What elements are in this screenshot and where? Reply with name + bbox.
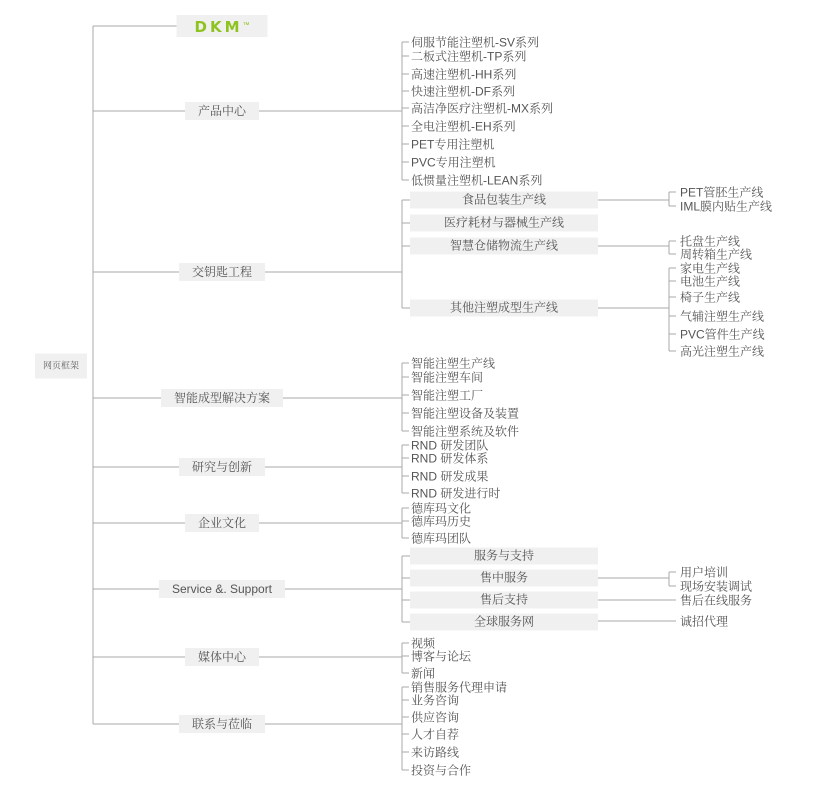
node-service-support[interactable]: 服务与支持 xyxy=(410,548,598,565)
tree-node[interactable]: IML膜内贴生产线 xyxy=(680,199,773,214)
tree-node[interactable]: PVC专用注塑机 xyxy=(411,155,496,170)
node-media[interactable]: 媒体中心 xyxy=(185,648,259,666)
tree-node[interactable]: 周转箱生产线 xyxy=(680,247,753,262)
tree-node[interactable]: 供应咨询 xyxy=(411,710,460,725)
node-global-network[interactable]: 全球服务网 xyxy=(410,614,598,631)
tree-node[interactable]: 人才自荐 xyxy=(411,727,460,742)
tree-node[interactable]: 托盘生产线 xyxy=(680,234,741,249)
tree-node[interactable]: 快速注塑机-DF系列 xyxy=(411,84,515,99)
tree-node[interactable]: PET管胚生产线 xyxy=(680,185,764,200)
tree-node[interactable]: 博客与论坛 xyxy=(411,649,472,664)
node-rnd[interactable]: 研究与创新 xyxy=(179,458,265,476)
node-warehouse[interactable]: 智慧仓储物流生产线 xyxy=(410,238,598,255)
tree-node[interactable]: RND 研发团队 xyxy=(411,438,489,453)
tree-node[interactable]: RND 研发成果 xyxy=(411,469,489,484)
tree-node[interactable]: 二板式注塑机-TP系列 xyxy=(411,49,527,64)
tree-node[interactable]: 智能注塑工厂 xyxy=(411,388,484,403)
tree-node[interactable]: 德库玛文化 xyxy=(411,501,472,516)
tree-node[interactable]: 业务咨询 xyxy=(411,693,460,708)
tree-node[interactable]: 诚招代理 xyxy=(680,614,729,629)
tree-node[interactable]: 售后在线服务 xyxy=(680,593,753,608)
node-logo-dkm[interactable] xyxy=(176,15,267,37)
tree-node[interactable]: 高速注塑机-HH系列 xyxy=(411,67,517,82)
tree-node[interactable]: 德库玛历史 xyxy=(411,514,472,529)
tree-node[interactable]: 智能注塑车间 xyxy=(411,370,484,385)
node-culture[interactable]: 企业文化 xyxy=(185,514,259,532)
tree-node[interactable]: 新闻 xyxy=(411,666,436,681)
tree-node[interactable]: 伺服节能注塑机-SV系列 xyxy=(411,35,540,50)
tree-node[interactable]: 投资与合作 xyxy=(411,763,472,778)
tree-node[interactable]: 用户培训 xyxy=(680,565,729,580)
tree-node[interactable]: 智能注塑生产线 xyxy=(411,356,496,371)
tree-node[interactable]: 销售服务代理申请 xyxy=(411,680,508,695)
tree-node[interactable]: 来访路线 xyxy=(411,745,460,760)
node-after-sale[interactable]: 售后支持 xyxy=(410,592,598,609)
node-turnkey[interactable]: 交钥匙工程 xyxy=(179,263,265,281)
dkm-logo-text: DKM xyxy=(194,18,243,36)
tree-node[interactable]: 智能注塑设备及装置 xyxy=(411,406,520,421)
tree-node[interactable]: 椅子生产线 xyxy=(680,290,741,305)
tree-node[interactable]: PVC管件生产线 xyxy=(680,327,765,342)
tree-node[interactable]: RND 研发进行时 xyxy=(411,486,501,501)
tree-node[interactable]: 家电生产线 xyxy=(680,261,741,276)
tree-node[interactable]: 低惯量注塑机-LEAN系列 xyxy=(411,173,543,188)
node-medical[interactable]: 医疗耗材与器械生产线 xyxy=(410,215,598,232)
node-in-sale[interactable]: 售中服务 xyxy=(410,570,598,587)
node-root[interactable]: 网页框架 xyxy=(35,354,87,379)
tree-node[interactable]: 气辅注塑生产线 xyxy=(680,309,765,324)
node-service[interactable]: Service &. Support xyxy=(159,580,285,598)
node-products[interactable]: 产品中心 xyxy=(185,102,259,120)
tree-node[interactable]: 视频 xyxy=(411,636,436,651)
node-food-packaging[interactable]: 食品包装生产线 xyxy=(410,192,598,209)
tree-node[interactable]: 高洁净医疗注塑机-MX系列 xyxy=(411,101,553,116)
tree-node[interactable]: 电池生产线 xyxy=(680,274,741,289)
tree-node[interactable]: 全电注塑机-EH系列 xyxy=(411,119,516,134)
trademark-symbol: ™ xyxy=(242,22,250,29)
tree-node[interactable]: 德库玛团队 xyxy=(411,531,472,546)
node-smart-molding[interactable]: 智能成型解决方案 xyxy=(161,389,283,407)
tree-node[interactable]: RND 研发体系 xyxy=(411,451,489,466)
tree-node[interactable]: PET专用注塑机 xyxy=(411,137,495,152)
node-contact[interactable]: 联系与莅临 xyxy=(179,715,265,733)
tree-node[interactable]: 现场安装调试 xyxy=(680,579,753,594)
node-other-molding[interactable]: 其他注塑成型生产线 xyxy=(410,300,598,317)
tree-node[interactable]: 高光注塑生产线 xyxy=(680,344,765,359)
tree-node[interactable]: 智能注塑系统及软件 xyxy=(411,424,520,439)
